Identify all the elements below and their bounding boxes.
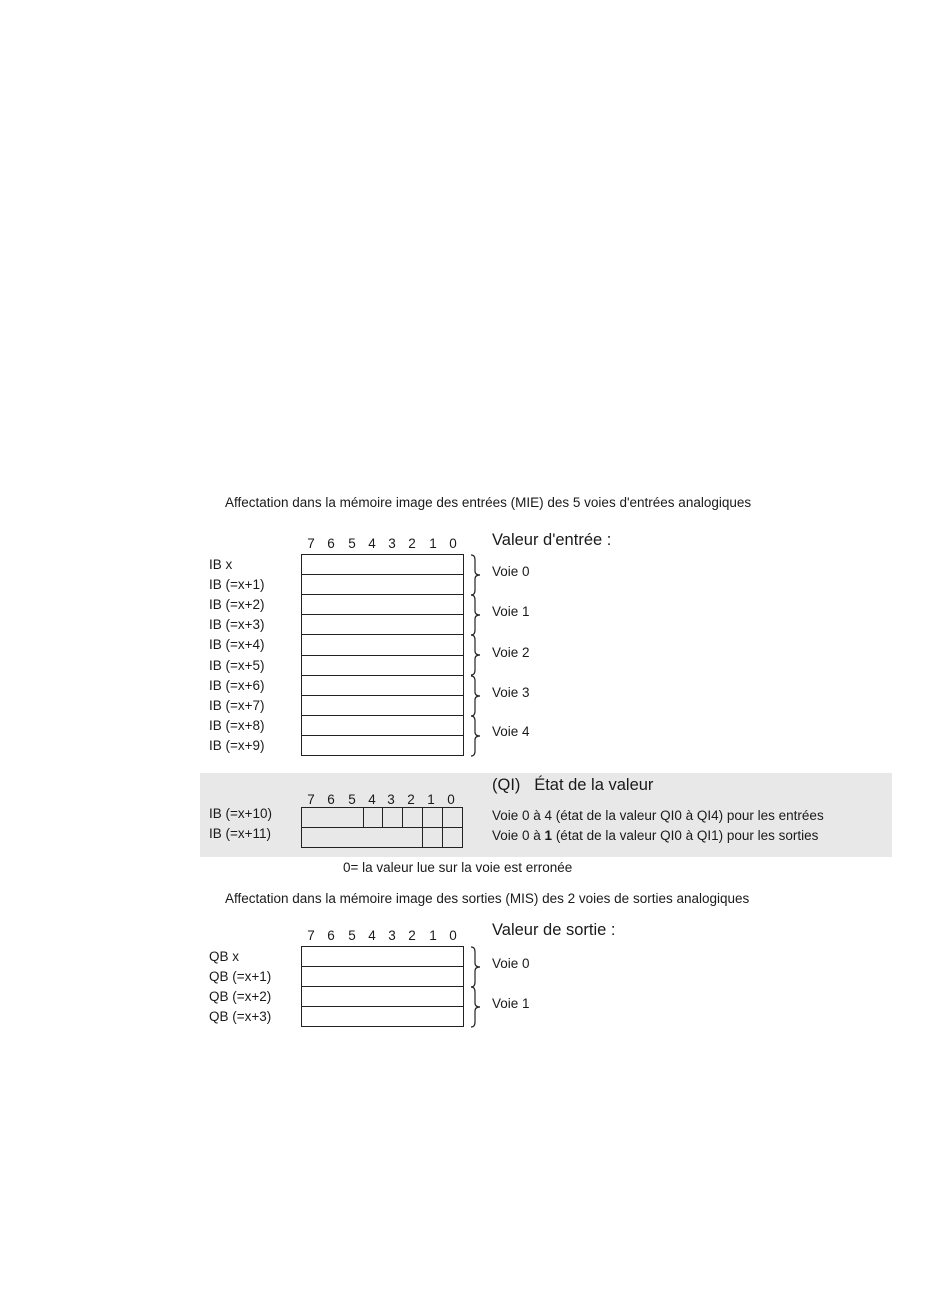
status-line-outputs-c: (état de la valeur QI0 à QI1) pour les sorties [552, 828, 819, 843]
byte-cell [301, 614, 464, 635]
status-line-outputs-a: Voie 0 à [492, 828, 545, 843]
bit-divider [363, 807, 364, 828]
brace-icon [470, 986, 484, 1028]
byte-cell [301, 594, 464, 615]
bit-number: 3 [387, 792, 395, 807]
byte-label: IB (=x+6) [209, 678, 265, 693]
status-heading [492, 776, 653, 795]
status-heading-prefix: (QI) [492, 776, 521, 794]
channel-label: Voie 3 [492, 685, 530, 700]
bit-number: 7 [307, 792, 315, 807]
byte-cell [301, 695, 464, 716]
byte-cell [301, 715, 464, 736]
bit-divider [402, 807, 403, 828]
byte-label: QB (=x+2) [209, 989, 272, 1004]
byte-label: IB (=x+1) [209, 577, 265, 592]
bit-number: 7 [307, 536, 315, 551]
bit-number: 5 [348, 792, 356, 807]
brace-icon [470, 675, 484, 717]
bit-number: 2 [408, 536, 416, 551]
bit-number: 4 [368, 792, 376, 807]
byte-cell [301, 675, 464, 696]
brace-icon [470, 594, 484, 636]
channel-label: Voie 2 [492, 645, 530, 660]
byte-label: QB (=x+1) [209, 969, 272, 984]
status-note: 0= la valeur lue sur la voie est erronée [343, 860, 573, 875]
status-heading-text: État de la valeur [534, 776, 654, 794]
byte-cell [301, 1006, 464, 1027]
bit-number: 4 [368, 928, 376, 943]
status-line-inputs: Voie 0 à 4 (état de la valeur QI0 à QI4) pour les entrées [492, 808, 824, 823]
byte-label: IB (=x+10) [209, 806, 273, 821]
brace-icon [470, 634, 484, 676]
bit-number: 4 [368, 536, 376, 551]
brace-icon [470, 715, 484, 757]
input-value-heading: Valeur d'entrée : [492, 531, 612, 549]
byte-cell [301, 966, 464, 987]
bit-number: 6 [327, 536, 335, 551]
byte-label: IB (=x+3) [209, 617, 265, 632]
status-line-outputs [492, 828, 818, 843]
bit-divider [422, 807, 423, 828]
byte-label: IB (=x+5) [209, 658, 265, 673]
channel-label: Voie 1 [492, 604, 530, 619]
byte-cell [301, 827, 463, 848]
byte-cell [301, 634, 464, 656]
byte-label: IB (=x+9) [209, 738, 265, 753]
status-line-outputs-bold: 1 [544, 828, 553, 843]
bit-number: 7 [307, 928, 315, 943]
bit-number: 0 [447, 792, 455, 807]
brace-icon [470, 554, 484, 596]
brace-icon [470, 946, 484, 988]
channel-label: Voie 0 [492, 956, 530, 971]
byte-label: IB (=x+7) [209, 698, 265, 713]
bit-number: 1 [429, 928, 437, 943]
output-section-title: Affectation dans la mémoire image des sorties (MIS) des 2 voies de sorties analogiques [225, 891, 750, 906]
bit-divider [442, 807, 443, 828]
bit-divider [382, 807, 383, 828]
channel-label: Voie 0 [492, 564, 530, 579]
byte-cell [301, 986, 464, 1007]
bit-number: 1 [429, 536, 437, 551]
byte-label: IB (=x+8) [209, 718, 265, 733]
byte-label: QB x [209, 949, 240, 964]
byte-label: IB (=x+4) [209, 637, 265, 652]
byte-cell [301, 946, 464, 967]
bit-divider [422, 827, 423, 848]
bit-number: 3 [388, 928, 396, 943]
input-section-title: Affectation dans la mémoire image des entrées (MIE) des 5 voies d'entrées analogiques [225, 495, 752, 510]
channel-label: Voie 4 [492, 724, 530, 739]
bit-number: 6 [327, 928, 335, 943]
bit-number: 6 [327, 792, 335, 807]
bit-number: 3 [388, 536, 396, 551]
byte-cell [301, 574, 464, 595]
bit-number: 5 [348, 536, 356, 551]
byte-cell [301, 655, 464, 676]
bit-number: 2 [408, 928, 416, 943]
bit-divider [442, 827, 443, 848]
byte-label: IB x [209, 557, 233, 572]
bit-number: 5 [348, 928, 356, 943]
byte-cell [301, 735, 464, 756]
byte-label: IB (=x+2) [209, 597, 265, 612]
output-value-heading: Valeur de sortie : [492, 921, 616, 939]
byte-label: QB (=x+3) [209, 1009, 272, 1024]
bit-number: 1 [427, 792, 435, 807]
byte-cell [301, 554, 464, 575]
byte-label: IB (=x+11) [209, 826, 272, 841]
bit-number: 2 [407, 792, 415, 807]
channel-label: Voie 1 [492, 996, 530, 1011]
bit-number: 0 [449, 536, 457, 551]
bit-number: 0 [449, 928, 457, 943]
